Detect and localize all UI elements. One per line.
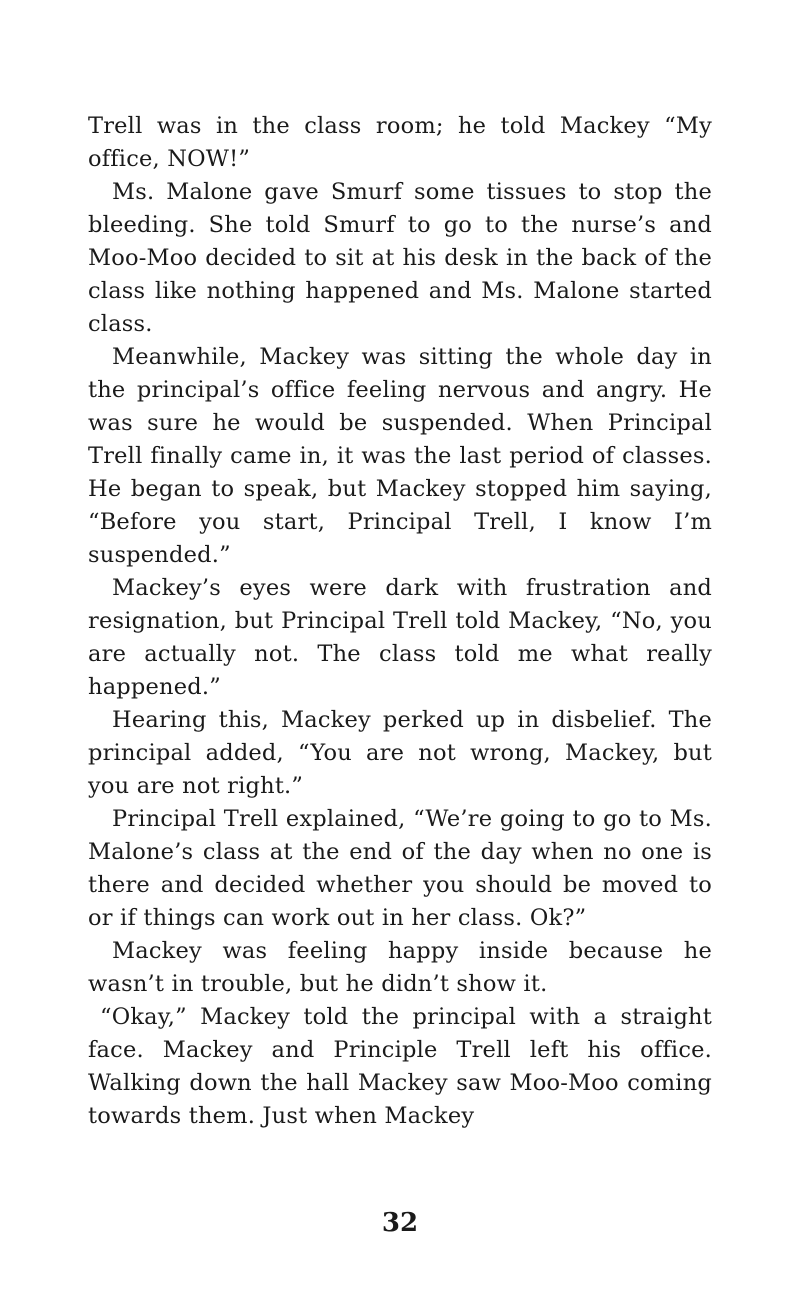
paragraph-3: Meanwhile, Mackey was sitting the whole day in the principal’s office feeling nervous and angry. He was sure he would be suspended. When Principal Trell finally came in, it was the last period of classes. He began to speak, but Mackey stopped him saying, “Before you start, Principal Trell, I know I’m suspended.” (88, 344, 712, 568)
page-number: 32 (381, 1208, 419, 1238)
paragraph-2: Ms. Malone gave Smurf some tissues to stop the bleeding. She told Smurf to go to the nurse’s and Moo-Moo decided to sit at his desk in the back of the class like nothing happened and Ms. Malone started class. (88, 179, 712, 337)
page-body-text (88, 110, 712, 1133)
paragraph-6: Principal Trell explained, “We’re going to go to Ms. Malone’s class at the end of the day when no one is there and decided whether you should be moved to or if things can work out in her class. Ok?” (88, 806, 712, 931)
paragraph-5: Hearing this, Mackey perked up in disbelief. The principal added, “You are not wrong, Mackey, but you are not right.” (88, 707, 712, 799)
paragraph-4: Mackey’s eyes were dark with frustration and resignation, but Principal Trell told Mackey, “No, you are actually not. The class told me what really happened.” (88, 575, 712, 700)
paragraph-1: Trell was in the class room; he told Mackey “My office, NOW!” (88, 113, 712, 172)
paragraph-8: “Okay,” Mackey told the principal with a straight face. Mackey and Principle Trell left his office. Walking down the hall Mackey saw Moo-Moo coming towards them. Just when Mackey (88, 1004, 712, 1129)
paragraph-7: Mackey was feeling happy inside because he wasn’t in trouble, but he didn’t show it. (88, 938, 712, 997)
